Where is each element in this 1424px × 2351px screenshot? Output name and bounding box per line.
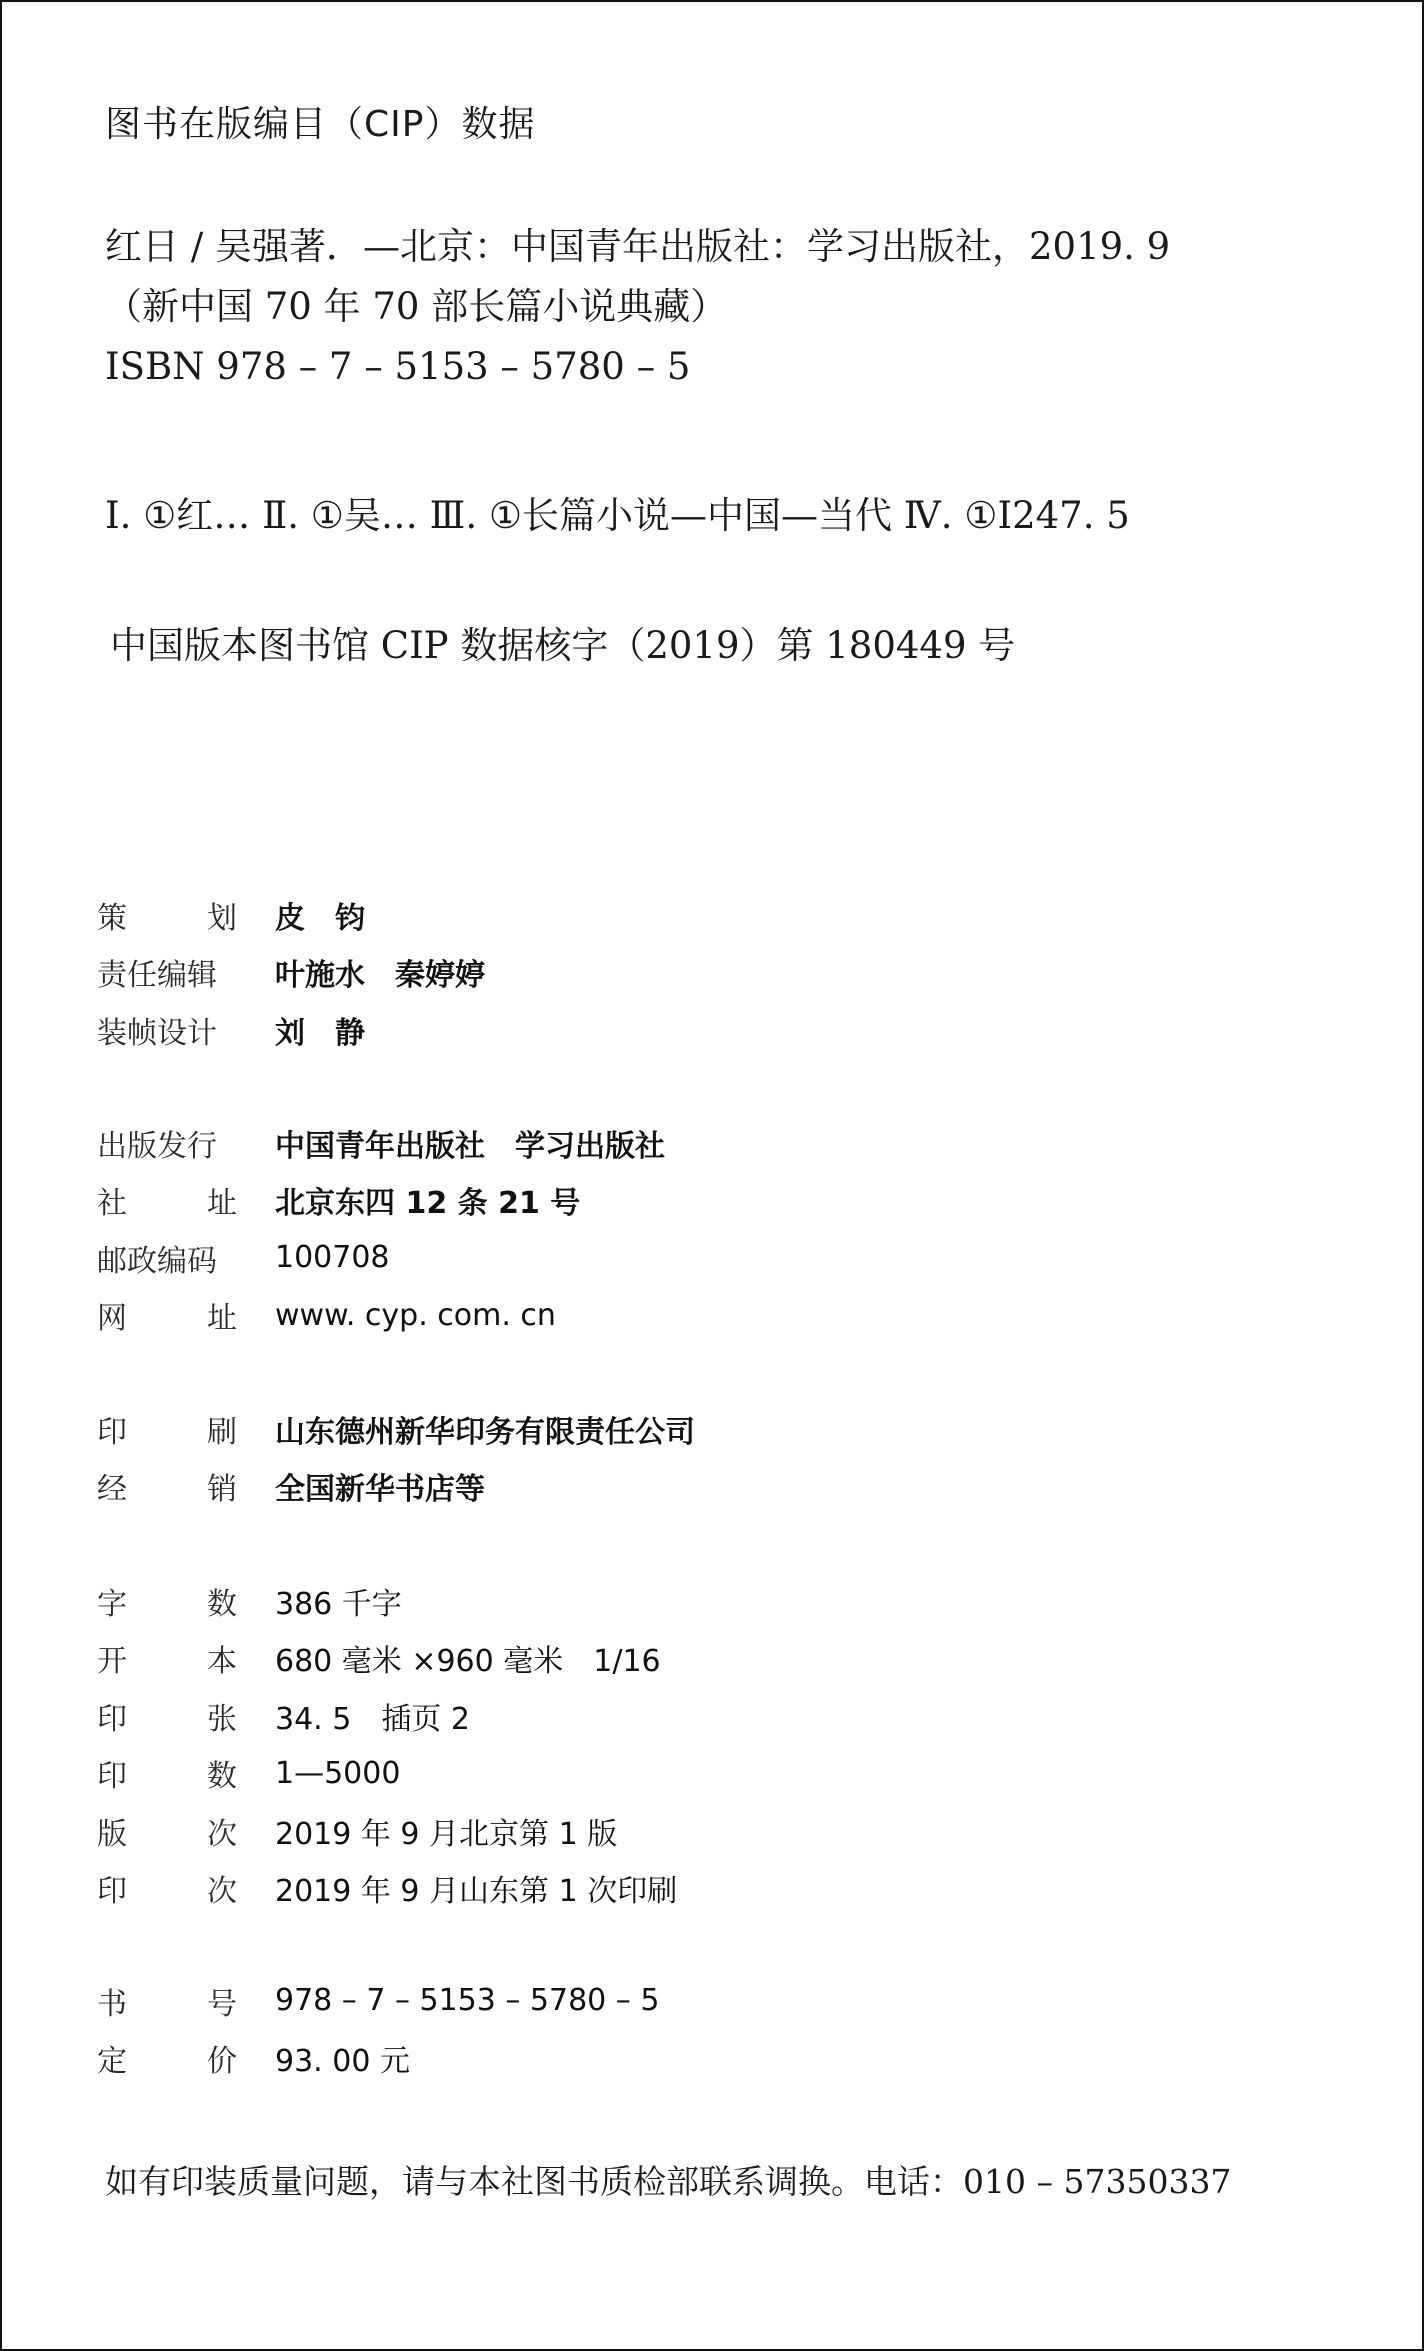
info-label bbox=[97, 1751, 237, 1795]
credits-section bbox=[97, 886, 485, 1059]
label-char: 划 bbox=[207, 900, 237, 936]
label-char: 数 bbox=[207, 1586, 237, 1622]
publisher-row-address bbox=[97, 1172, 665, 1230]
website-url: www. cyp. com. cn bbox=[275, 1297, 556, 1333]
info-label bbox=[97, 1636, 237, 1680]
info-value: 山东德州新华印务有限责任公司 bbox=[275, 1414, 695, 1450]
label-char: 经 bbox=[97, 1472, 127, 1508]
info-label bbox=[97, 1579, 237, 1623]
info-value: 386 千字 bbox=[275, 1586, 402, 1622]
cip-main-entry bbox=[105, 217, 1170, 397]
info-value: 34. 5 插页 2 bbox=[275, 1701, 470, 1737]
label-char: 开 bbox=[97, 1644, 127, 1680]
isbn-value: 978 – 7 – 5153 – 5780 – 5 bbox=[275, 1983, 660, 2019]
label-char: 书 bbox=[97, 1986, 127, 2022]
label-char: 本 bbox=[207, 1644, 237, 1680]
cip-title: 图书在版编目（CIP）数据 bbox=[105, 104, 536, 145]
info-value: 皮 钧 bbox=[275, 900, 365, 936]
spec-row-format bbox=[97, 1630, 677, 1688]
label-char: 定 bbox=[97, 2044, 127, 2080]
label-char: 价 bbox=[207, 2044, 237, 2080]
label-char: 刷 bbox=[207, 1414, 237, 1450]
label-char: 印 bbox=[97, 1701, 127, 1737]
info-label bbox=[97, 1809, 237, 1853]
info-value: 100708 bbox=[275, 1240, 390, 1276]
spec-row-sheets bbox=[97, 1687, 677, 1745]
label-char: 印 bbox=[97, 1874, 127, 1910]
label-char: 数 bbox=[207, 1759, 237, 1795]
info-label bbox=[97, 1464, 237, 1508]
cip-isbn-line: ISBN 978 – 7 – 5153 – 5780 – 5 bbox=[105, 345, 691, 388]
label-text: 装帧设计 bbox=[97, 1015, 217, 1051]
info-label bbox=[97, 1236, 237, 1280]
info-label bbox=[97, 1407, 237, 1451]
credit-row-editor bbox=[97, 944, 485, 1002]
info-value: 2019 年 9 月山东第 1 次印刷 bbox=[275, 1874, 678, 1910]
info-value: 1—5000 bbox=[275, 1755, 401, 1791]
spec-row-word-count bbox=[97, 1572, 677, 1630]
cip-verification-number: 中国版本图书馆 CIP 数据核字（2019）第 180449 号 bbox=[110, 624, 1016, 667]
label-char: 址 bbox=[207, 1301, 237, 1337]
label-char: 网 bbox=[97, 1301, 127, 1337]
book-info-section bbox=[97, 1972, 659, 2087]
info-value: 680 毫米 ×960 毫米 1/16 bbox=[275, 1644, 661, 1680]
label-char: 号 bbox=[207, 1986, 237, 2022]
publisher-row-website bbox=[97, 1287, 665, 1345]
credit-row-planner bbox=[97, 886, 485, 944]
printing-row-distributor bbox=[97, 1458, 695, 1516]
label-char: 社 bbox=[97, 1186, 127, 1222]
label-char: 销 bbox=[207, 1472, 237, 1508]
info-label bbox=[97, 950, 237, 994]
cip-series-line: （新中国 70 年 70 部长篇小说典藏） bbox=[105, 285, 728, 328]
info-label bbox=[97, 2036, 237, 2080]
info-value: 北京东四 12 条 21 号 bbox=[275, 1186, 581, 1222]
publisher-row-distribution bbox=[97, 1114, 665, 1172]
label-text: 出版发行 bbox=[97, 1128, 217, 1164]
printing-section bbox=[97, 1400, 695, 1515]
spec-row-impression bbox=[97, 1860, 677, 1918]
info-label bbox=[97, 1178, 237, 1222]
spec-row-edition bbox=[97, 1802, 677, 1860]
info-value: 刘 静 bbox=[275, 1015, 365, 1051]
spec-row-print-run bbox=[97, 1745, 677, 1803]
book-row-isbn bbox=[97, 1972, 659, 2030]
cip-classification: Ⅰ. ①红… Ⅱ. ①吴… Ⅲ. ①长篇小说—中国—当代 Ⅳ. ①I247. 5 bbox=[105, 494, 1130, 537]
label-char: 策 bbox=[97, 900, 127, 936]
specs-section bbox=[97, 1572, 677, 1917]
info-value: 中国青年出版社 学习出版社 bbox=[275, 1128, 665, 1164]
info-label bbox=[97, 1121, 237, 1165]
info-label bbox=[97, 1293, 237, 1337]
info-label bbox=[97, 1008, 237, 1052]
info-label bbox=[97, 893, 237, 937]
info-value: 全国新华书店等 bbox=[275, 1472, 485, 1508]
label-char: 次 bbox=[207, 1874, 237, 1910]
label-char: 址 bbox=[207, 1186, 237, 1222]
label-char: 版 bbox=[97, 1816, 127, 1852]
price-value: 93. 00 元 bbox=[275, 2044, 410, 2080]
book-row-price bbox=[97, 2030, 659, 2088]
label-char: 印 bbox=[97, 1759, 127, 1795]
credit-row-designer bbox=[97, 1001, 485, 1059]
info-value: 2019 年 9 月北京第 1 版 bbox=[275, 1816, 618, 1852]
info-label bbox=[97, 1979, 237, 2023]
label-char: 字 bbox=[97, 1586, 127, 1622]
info-label bbox=[97, 1694, 237, 1738]
publisher-row-postcode bbox=[97, 1229, 665, 1287]
cip-title-line: 红日 / 吴强著．—北京：中国青年出版社：学习出版社，2019. 9 bbox=[105, 225, 1171, 268]
printing-row-printer bbox=[97, 1400, 695, 1458]
publisher-section bbox=[97, 1114, 665, 1344]
info-value: 叶施水 秦婷婷 bbox=[275, 958, 485, 994]
quality-notice: 如有印装质量问题，请与本社图书质检部联系调换。电话：010 – 57350337 bbox=[105, 2162, 1232, 2201]
label-char: 次 bbox=[207, 1816, 237, 1852]
label-text: 邮政编码 bbox=[97, 1243, 217, 1279]
label-char: 张 bbox=[207, 1701, 237, 1737]
label-char: 印 bbox=[97, 1414, 127, 1450]
label-text: 责任编辑 bbox=[97, 958, 217, 994]
info-label bbox=[97, 1866, 237, 1910]
